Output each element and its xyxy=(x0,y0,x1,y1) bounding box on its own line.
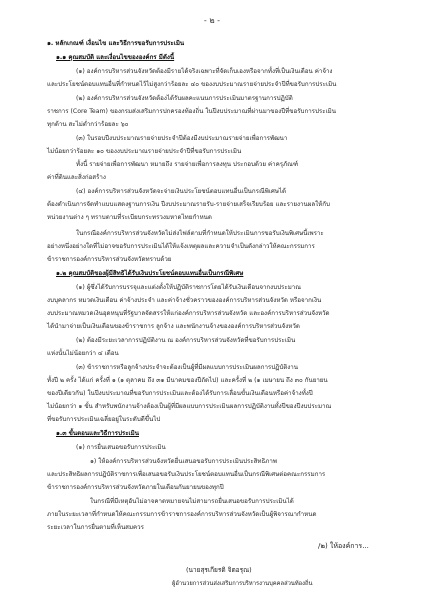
paragraph-line: ภายในระยะเวลาที่กำหนดให้คณะกรรมการข้าราชการองค์การบริหารส่วนจังหวัดเป็นผู้พิจารณากำหนด xyxy=(47,511,317,518)
paragraph-line: ข้าราชการองค์การบริหารส่วนจังหวัดภายในเดือนกันยายนของทุกปี xyxy=(47,484,224,491)
paragraph-line: (๑) การยื่นเสนอขอรับการประเมิน xyxy=(76,444,166,451)
paragraph-line: ต้องดำเนินการจัดทำแบบแสดงฐานการเงิน ปีงบประมาณรายรับ-รายจ่ายเสร็จเรียบร้อย และรายงานผลให้กับ xyxy=(47,201,330,208)
subsection-heading: ๑.๓ ขั้นตอนและวิธีการประเมิน xyxy=(56,430,139,437)
paragraph-line: ข้าราชการองค์การบริหารส่วนจังหวัดทราบด้วย xyxy=(47,256,172,263)
paragraph-line: แห่งนั้นไม่น้อยกว่า ๔ เดือน xyxy=(47,350,119,357)
paragraph-line: (๓) ข้าราชการหรือลูกจ้างประจำจะต้องเป็นผู้ที่มีผลแบบการประเมินผลการปฏิบัติงาน xyxy=(76,364,298,371)
subsection-heading: ๑.๒ คุณสมบัติของผู้มีสิทธิได้รับเงินประโยชน์ตอบแทนอื่นเป็นกรณีพิเศษ xyxy=(56,270,244,277)
paragraph-line: งบประมาณหมวดเงินอุดหนุนที่รัฐบาลจัดสรรให้แก่องค์การบริหารส่วนจังหวัด และองค์การบริหารส่วนจังหวัด xyxy=(47,310,330,317)
page-number: - ๒ - xyxy=(203,16,221,25)
paragraph-line: ในกรณีองค์การบริหารส่วนจังหวัดไม่ส่งไฟล์ตามที่กำหนดให้ประเมินการขอรับเงินพิเศษนี้เพราะ xyxy=(76,230,324,237)
paragraph-line: (๑) องค์การบริหารส่วนจังหวัดต้องมีรายได้จริงเฉพาะที่จัดเก็บเองหรือจากทั้งที่เป็นเงินเดือน ค่าจ้าง xyxy=(76,68,333,75)
continuation-marker: /๒) ให้องค์การ... xyxy=(318,542,369,550)
paragraph-line: ไม่น้อยกว่า ๑ ขั้น สำหรับพนักงานจ้างต้องเป็นผู้ที่มีผลแบบการประเมินผลการปฏิบัติงานทั้งปีของปีงบประมาณ xyxy=(47,403,332,410)
paragraph-line: ได้นำมาจ่ายเป็นเงินเดือนของข้าราชการ ลูกจ้าง และพนักงานจ้างขององค์การบริหารส่วนจังหวัด xyxy=(47,323,300,330)
signatory-name: (นายสุรเกียรติ จิตอรุณ) xyxy=(186,566,252,574)
paragraph-line: (๓) ในรอบปีงบประมาณรายจ่ายประจำปีต้องมีงบประมาณรายจ่ายเพื่อการพัฒนา xyxy=(76,135,288,142)
paragraph-line: ของปีเดียวกัน) ในปีงบประมาณที่ขอรับการประเมินและต้องได้รับการเลื่อนขั้นเงินเดือนหรือค่าจ้างทั้งปี xyxy=(47,390,313,397)
paragraph-line: หน่วยงานต่าง ๆ ทราบตามที่ระเบียบกระทรวงมหาดไทยกำหนด xyxy=(47,214,212,221)
paragraph-line: งบบุคลากร หมวดเงินเดือน ค่าจ้างประจำ และค่าจ้างชั่วคราวขององค์การบริหารส่วนจังหวัด หรือจากเงิน xyxy=(47,297,322,304)
paragraph-line: อย่างหนึ่งอย่างใดที่ไม่อาจขอรับการประเมินได้ให้แจ้งเหตุผลและความจำเป็นดังกล่าวให้คณะกรรมการ xyxy=(47,243,315,250)
paragraph-line: (๒) องค์การบริหารส่วนจังหวัดต้องได้รับผลคะแนนการประเมินมาตรฐานการปฏิบัติ xyxy=(76,95,293,102)
paragraph-line: ทุกด้าน สะไม่ต่ำกว่าร้อยละ ๖๐ xyxy=(47,121,129,128)
paragraph-line: ที่ขอรับการประเมินเฉลี่ยอยู่ในระดับดีขึ้นไป xyxy=(47,416,161,423)
paragraph-line: ไม่น้อยกว่าร้อยละ ๑๐ ของงบประมาณรายจ่ายประจำปีที่ขอรับการประเมิน xyxy=(47,148,242,155)
paragraph-line: (๑) ผู้ซึ่งได้รับการบรรจุและแต่งตั้งให้ปฏิบัติราชการโดยได้รับเงินเดือนจากงบประมาณ xyxy=(76,284,301,291)
paragraph-line: และประสิทธิผลการปฏิบัติราชการเพื่อเสนอขอรับเงินประโยชน์ตอบแทนอื่นเป็นกรณีพิเศษต่อคณะกรรมการ xyxy=(47,471,326,478)
paragraph-line: ทั้งนี้ รายจ่ายเพื่อการพัฒนา หมายถึง รายจ่ายเพื่อการลงทุน ประกอบด้วย ค่าครุภัณฑ์ xyxy=(76,161,299,168)
paragraph-line: ๑) ให้องค์การบริหารส่วนจังหวัดยื่นเสนอขอรับการประเมินประสิทธิภาพ xyxy=(90,458,277,465)
paragraph-line: และประโยชน์ตอบแทนอื่นที่กำหนดไว้ไม่สูงกว่าร้อยละ ๔๐ ของงบประมาณรายจ่ายประจำปีที่ขอรับการประเมิน xyxy=(47,81,337,88)
paragraph-line: (๔) องค์การบริหารส่วนจังหวัดจะจ่ายเงินประโยชน์ตอบแทนอื่นเป็นกรณีพิเศษได้ xyxy=(76,188,287,195)
signatory-title: ผู้อำนวยการส่วนส่งเสริมการบริหารงานบุคคลส่วนท้องถิ่น xyxy=(172,581,313,587)
subsection-heading: ๑.๑ คุณสมบัติ และเงื่อนไขขององค์กร มีดังนี้ xyxy=(56,54,175,61)
section-heading: ๑. หลักเกณฑ์ เงื่อนไข และวิธีการขอรับการประเมิน xyxy=(47,40,185,47)
paragraph-line: ทั้งปี ๒ ครั้ง ได้แก่ ครั้งที่ ๑ (๑ ตุลาคม ถึง ๓๑ มีนาคมของปีถัดไป) และครั้งที่ ๒ (๑ เมษายน ถึง ๓๐ กันยายน xyxy=(47,377,328,384)
paragraph-line: (๒) ต้องมีระยะเวลาการปฏิบัติงาน ณ องค์การบริหารส่วนจังหวัดที่ขอรับการประเมิน xyxy=(76,337,296,344)
paragraph-line: ราชการ (Core Team) ของกรมส่งเสริมการปกครองท้องถิ่น ในปีงบประมาณที่ผ่านมาของปีที่ขอรับการประเมิน xyxy=(47,108,336,115)
paragraph-line: ค่าที่ดินและสิ่งก่อสร้าง xyxy=(47,174,106,181)
paragraph-line: ระยะเวลาในการยื่นตามที่เห็นสมควร xyxy=(47,524,144,531)
paragraph-line: ในกรณีที่มีเหตุอันไม่อาจคาดหมายจนไม่สามารถยื่นเสนอขอรับการประเมินได้ xyxy=(90,498,294,505)
